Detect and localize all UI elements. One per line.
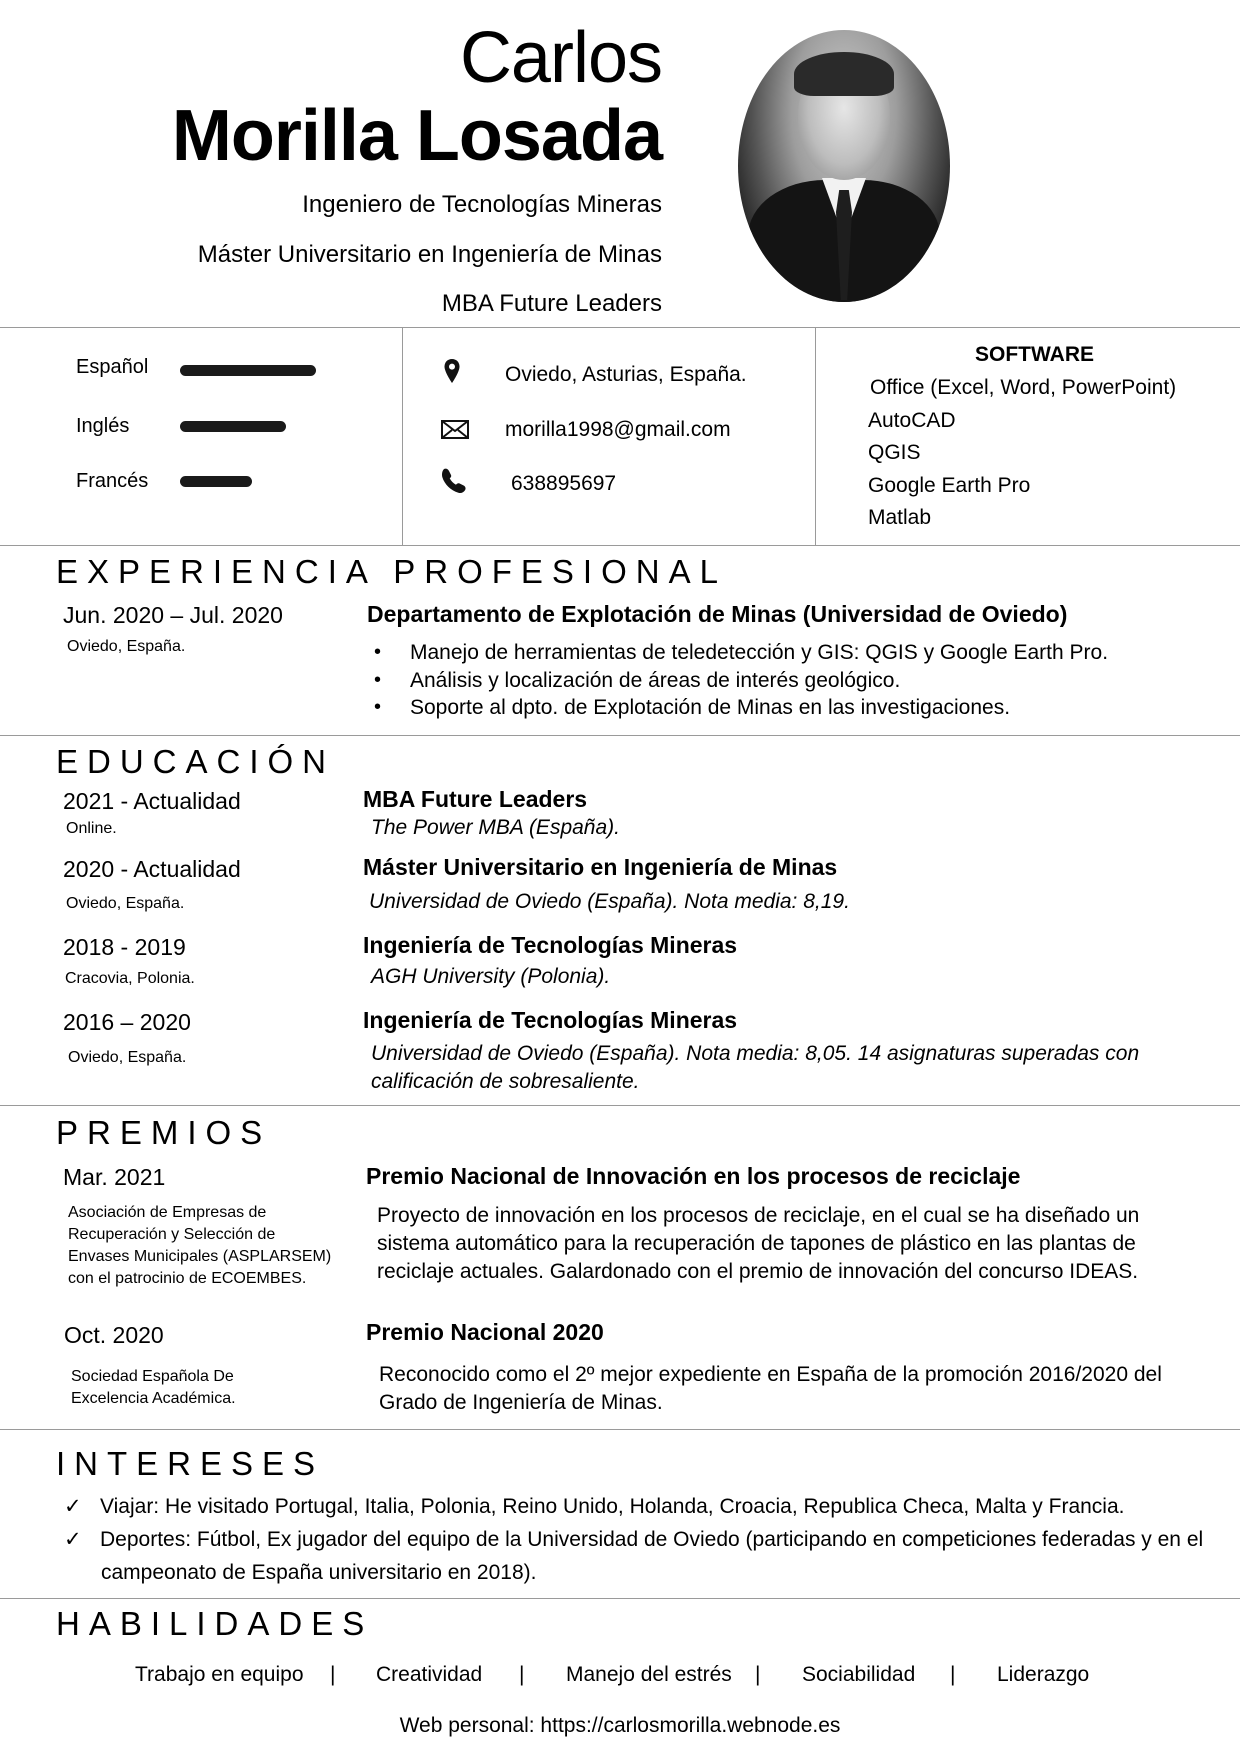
divider — [0, 1105, 1240, 1106]
award-description — [377, 1202, 1139, 1286]
education-date: 2021 - Actualidad — [63, 788, 241, 814]
award-name: Premio Nacional 2020 — [366, 1319, 604, 1345]
phone-icon — [440, 466, 470, 492]
award-description-line: Reconocido como el 2º mejor expediente en España de la promoción 2016/2020 del — [379, 1363, 1162, 1386]
section-title-interests: INTERESES — [56, 1445, 325, 1482]
divider — [402, 327, 403, 545]
award-organization-line: Excelencia Académica. — [71, 1390, 236, 1407]
experience-date: Jun. 2020 – Jul. 2020 — [63, 602, 283, 628]
profile-photo — [738, 30, 950, 302]
award-description — [379, 1361, 1162, 1417]
award-organization — [68, 1202, 331, 1290]
software-title: SOFTWARE — [975, 343, 1094, 366]
list-item: • Análisis y localización de áreas de interés geológico. — [370, 667, 1108, 695]
language-label-french: Francés — [76, 470, 149, 492]
award-date: Oct. 2020 — [64, 1322, 164, 1348]
education-date: 2020 - Actualidad — [63, 856, 241, 882]
education-date: 2016 – 2020 — [63, 1009, 191, 1035]
award-organization-line: Recuperación y Selección de — [68, 1226, 276, 1243]
award-organization-line: Envases Municipales (ASPLARSEM) — [68, 1248, 332, 1265]
education-degree: Ingeniería de Tecnologías Mineras — [363, 932, 738, 958]
divider — [0, 327, 1240, 328]
skill-item: Liderazgo — [997, 1663, 1090, 1686]
skill-item: Trabajo en equipo — [135, 1663, 304, 1686]
education-school: Universidad de Oviedo (España). Nota media: 8,05. 14 asignaturas superadas con — [371, 1042, 1140, 1065]
subtitle-master: Máster Universitario en Ingeniería de Minas — [197, 241, 662, 268]
award-description-line: reciclaje actuales. Galardonado con el premio de innovación del concurso IDEAS. — [377, 1260, 1139, 1283]
contact-email[interactable]: morilla1998@gmail.com — [505, 418, 731, 441]
section-title-skills: HABILIDADES — [56, 1605, 374, 1642]
education-school: The Power MBA (España). — [371, 816, 620, 839]
experience-role: Departamento de Explotación de Minas (Universidad de Oviedo) — [367, 601, 1068, 627]
skill-separator: | — [950, 1663, 956, 1686]
list-item: • Soporte al dpto. de Explotación de Minas en las investigaciones. — [370, 694, 1108, 722]
award-organization-line: Asociación de Empresas de — [68, 1204, 267, 1221]
skill-item: Manejo del estrés — [566, 1663, 732, 1686]
divider — [0, 1429, 1240, 1430]
language-label-spanish: Español — [76, 356, 149, 378]
skill-item: Creatividad — [376, 1663, 483, 1686]
award-organization-line: con el patrocinio de ECOEMBES. — [68, 1270, 307, 1287]
experience-bullets — [370, 639, 1108, 722]
subtitle-degree: Ingeniero de Tecnologías Mineras — [302, 191, 662, 218]
education-place: Oviedo, España. — [68, 1049, 187, 1066]
section-title-awards: PREMIOS — [56, 1114, 272, 1151]
education-place: Oviedo, España. — [66, 895, 185, 912]
contact-location: Oviedo, Asturias, España. — [505, 363, 747, 386]
education-place: Cracovia, Polonia. — [65, 970, 195, 987]
skill-separator: | — [330, 1663, 336, 1686]
skill-separator: | — [519, 1663, 525, 1686]
education-degree: Máster Universitario en Ingeniería de Minas — [363, 854, 838, 880]
award-description-line: sistema automático para la recuperación de tapones de plástico en las plantas de — [377, 1232, 1136, 1255]
education-place: Online. — [66, 820, 117, 837]
interest-item: Viajar: He visitado Portugal, Italia, Polonia, Reino Unido, Holanda, Croacia, Republica Checa, Malta y Francia. — [100, 1495, 1125, 1518]
envelope-icon — [440, 418, 470, 444]
education-date: 2018 - 2019 — [63, 934, 186, 960]
software-item: AutoCAD — [868, 409, 956, 432]
language-level-bar — [180, 365, 316, 376]
software-item: QGIS — [868, 441, 921, 464]
experience-place: Oviedo, España. — [67, 638, 186, 655]
education-degree: Ingeniería de Tecnologías Mineras — [363, 1007, 738, 1033]
interest-item: Deportes: Fútbol, Ex jugador del equipo de la Universidad de Oviedo (participando en competiciones federadas y en el — [100, 1528, 1204, 1551]
language-label-english: Inglés — [76, 415, 130, 437]
award-organization-line: Sociedad Española De — [71, 1368, 234, 1385]
checkmark-icon: ✓ — [64, 1528, 82, 1551]
contact-phone: 638895697 — [511, 472, 617, 495]
divider — [0, 735, 1240, 736]
education-school: Universidad de Oviedo (España). Nota media: 8,19. — [369, 890, 850, 913]
subtitle-mba: MBA Future Leaders — [441, 290, 662, 317]
language-level-bar — [180, 476, 252, 487]
language-level-bar — [180, 421, 286, 432]
list-item: • Manejo de herramientas de teledetección y GIS: QGIS y Google Earth Pro. — [370, 639, 1108, 667]
divider — [0, 545, 1240, 546]
software-item: Matlab — [868, 506, 932, 529]
section-title-experience: EXPERIENCIA PROFESIONAL — [56, 553, 727, 590]
checkmark-icon: ✓ — [64, 1495, 82, 1518]
award-description-line: Proyecto de innovación en los procesos de reciclaje, en el cual se ha diseñado un — [377, 1204, 1140, 1227]
skill-item: Sociabilidad — [802, 1663, 916, 1686]
software-item: Google Earth Pro — [868, 474, 1031, 497]
award-description-line: Grado de Ingeniería de Minas. — [379, 1391, 663, 1414]
interest-item-continuation: campeonato de España universitario en 2018). — [101, 1561, 537, 1584]
software-item: Office (Excel, Word, PowerPoint) — [870, 376, 1177, 399]
education-school: AGH University (Polonia). — [371, 965, 611, 988]
first-name: Carlos — [459, 18, 662, 98]
education-school: calificación de sobresaliente. — [371, 1070, 640, 1093]
education-degree: MBA Future Leaders — [363, 786, 588, 812]
award-date: Mar. 2021 — [63, 1164, 166, 1190]
last-name: Morilla Losada — [171, 96, 662, 176]
award-name: Premio Nacional de Innovación en los procesos de reciclaje — [366, 1163, 1021, 1189]
personal-website-link[interactable]: Web personal: https://carlosmorilla.webnode.es — [399, 1714, 841, 1737]
divider — [815, 327, 816, 545]
section-title-education: EDUCACIÓN — [56, 743, 336, 780]
award-organization — [71, 1366, 236, 1410]
divider — [0, 1598, 1240, 1599]
skill-separator: | — [755, 1663, 761, 1686]
location-pin-icon — [440, 358, 470, 384]
